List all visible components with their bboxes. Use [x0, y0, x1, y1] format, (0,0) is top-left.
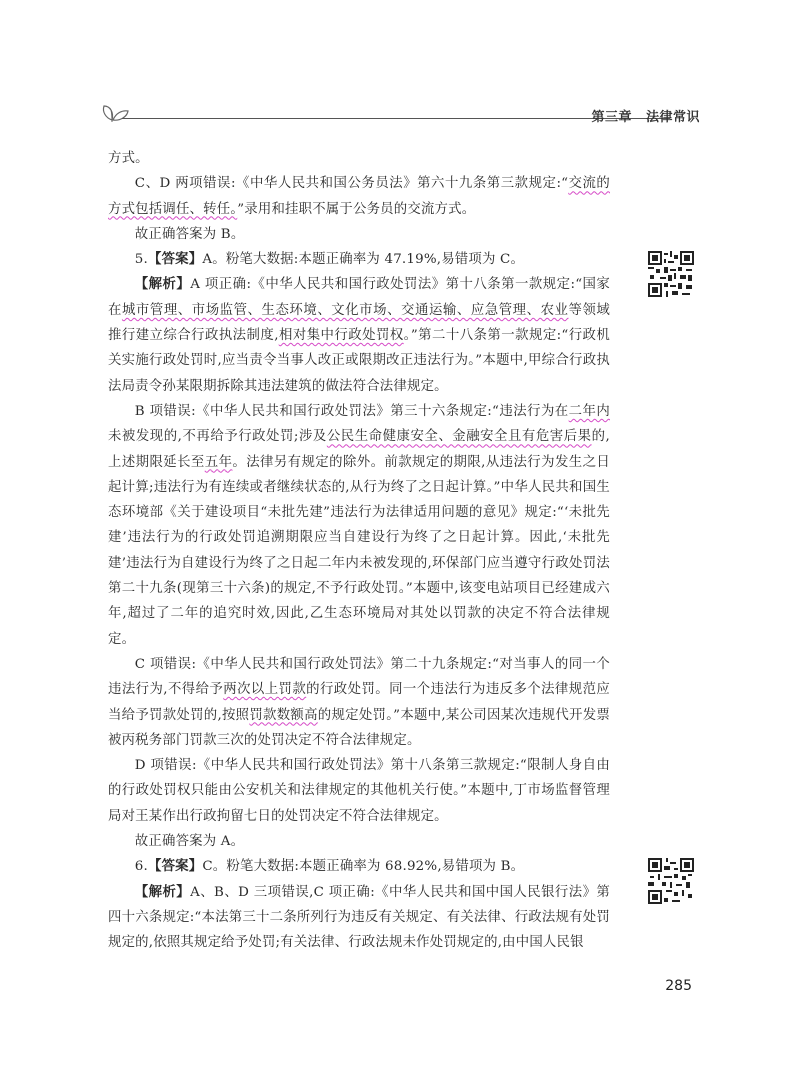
- highlighted-text: 二年内: [568, 403, 610, 419]
- highlighted-text: 五年: [204, 454, 233, 470]
- analysis-paragraph: [108, 399, 610, 652]
- analysis-tag: 【解析】: [134, 276, 191, 293]
- qr-code-icon[interactable]: [648, 858, 694, 904]
- highlighted-text: 罚款数额高: [249, 707, 318, 723]
- page-body: [108, 146, 610, 956]
- text: B 项错误:《中华人民共和国行政处罚法》第三十六条规定:“违法行为在: [134, 403, 569, 419]
- text: 的规定处罚。”本题中,某公司因某次违规代开发票被丙税务部门罚款三次的处罚决定不符合法律规定。: [108, 707, 610, 748]
- highlighted-text: 交流的方式包括调任、转任。: [108, 176, 610, 217]
- answer-tag: 【答案】: [147, 858, 203, 875]
- text: 的行政处罚。同一个违法行为违反多个法律规范应当给予罚款处罚的,按照: [108, 682, 610, 723]
- analysis-paragraph: [108, 652, 610, 753]
- paragraph: [108, 222, 610, 247]
- running-head: [591, 106, 700, 125]
- chapter-label: 第三章: [591, 110, 632, 125]
- analysis-tag: 【解析】: [134, 883, 191, 900]
- question-number: 5.: [134, 252, 148, 268]
- highlighted-text: 相对集中行政处罚权: [278, 328, 404, 344]
- text: 故正确答案为 A。: [134, 834, 245, 850]
- analysis-paragraph: [108, 753, 610, 829]
- header-rule: [122, 118, 670, 119]
- chapter-title: 法律常识: [645, 110, 700, 125]
- highlighted-text: 城市管理、市场监管、生态环境、文化市场、交通运输、应急管理、农业: [121, 302, 569, 318]
- paragraph: [108, 171, 610, 222]
- answer-text: C。粉笔大数据:本题正确率为 68.92%,易错项为 B。: [202, 859, 525, 875]
- page-header: [100, 98, 700, 128]
- text: 故正确答案为 B。: [134, 226, 245, 242]
- answer-line: [108, 854, 610, 879]
- answer-tag: 【答案】: [147, 251, 203, 268]
- highlighted-text: 公民生命健康安全、金融安全且有危害后果: [326, 429, 592, 445]
- text: ”录用和挂职不属于公务员的交流方式。: [237, 201, 476, 217]
- highlighted-text: 两次以上罚款: [223, 682, 307, 698]
- leaf-sprout-icon: [100, 100, 134, 124]
- question-number: 6.: [134, 859, 148, 875]
- text: 方式。: [108, 151, 149, 166]
- answer-line: [108, 247, 610, 272]
- text: A、B、D 三项错误,C 项正确:《中华人民共和国中国人民银行法》第四十六条规定:“本法第三十二条所列行为违反有关规定、有关法律、行政法规有处罚规定的,依照其规定给予处罚;有关法律、行政法规未作处罚规定的,由中国人民银: [108, 884, 610, 951]
- text: A 项正确:《中华人民共和国行政处罚法》第十八条第一款规定:“国家在: [108, 277, 610, 318]
- analysis-paragraph: [108, 880, 610, 956]
- text: C、D 两项错误:《中华人民共和国公务员法》第六十九条第三款规定:“: [134, 176, 569, 192]
- text: 未被发现的,不再给予行政处罚;涉及: [108, 429, 327, 445]
- text: D 项错误:《中华人民共和国行政处罚法》第十八条第三款规定:“限制人身自由的行政处罚权只能由公安机关和法律规定的其他机关行使。”本题中,丁市场监督管理局对王某作出行政拘留七日的处罚决定不符合法律规定。: [108, 758, 610, 824]
- text: 的,上述期限延长至: [108, 429, 610, 470]
- text: 。法律另有规定的除外。前款规定的期限,从违法行为发生之日起计算;违法行为有连续或者继续状态的,从行为终了之日起计算。”中华人民共和国生态环境部《关于建设项目“未批先建”违法行为法律适用问题的意见》规定:“‘未批先建’违法行为的行政处罚追溯期限应当自建设行为终了之日起计算。因此,‘未批先建’违法行为自建设行为终了之日起二年内未被发现的,环保部门应当遵守行政处罚法第二十九条(现第三十六条)的规定,不予行政处罚。”本题中,该变电站项目已经建成六年,超过了二年的追究时效,因此,乙生态环境局对其处以罚款的决定不符合法律规定。: [108, 454, 610, 647]
- answer-text: A。粉笔大数据:本题正确率为 47.19%,易错项为 C。: [202, 252, 525, 268]
- page-number: 285: [665, 978, 692, 994]
- analysis-paragraph: [108, 272, 610, 398]
- text: C 项错误:《中华人民共和国行政处罚法》第二十九条规定:“对当事人的同一个违法行为,不得给予: [108, 656, 610, 698]
- paragraph: [108, 146, 610, 171]
- text: 。”第二十八条第一款规定:“行政机关实施行政处罚时,应当责令当事人改正或限期改正违法行为。”本题中,甲综合行政执法局责令孙某限期拆除其违法建筑的做法符合法律规定。: [108, 328, 610, 394]
- text: 等领域推行建立综合行政执法制度,: [108, 302, 610, 344]
- paragraph: [108, 829, 610, 854]
- qr-code-icon[interactable]: [648, 251, 694, 297]
